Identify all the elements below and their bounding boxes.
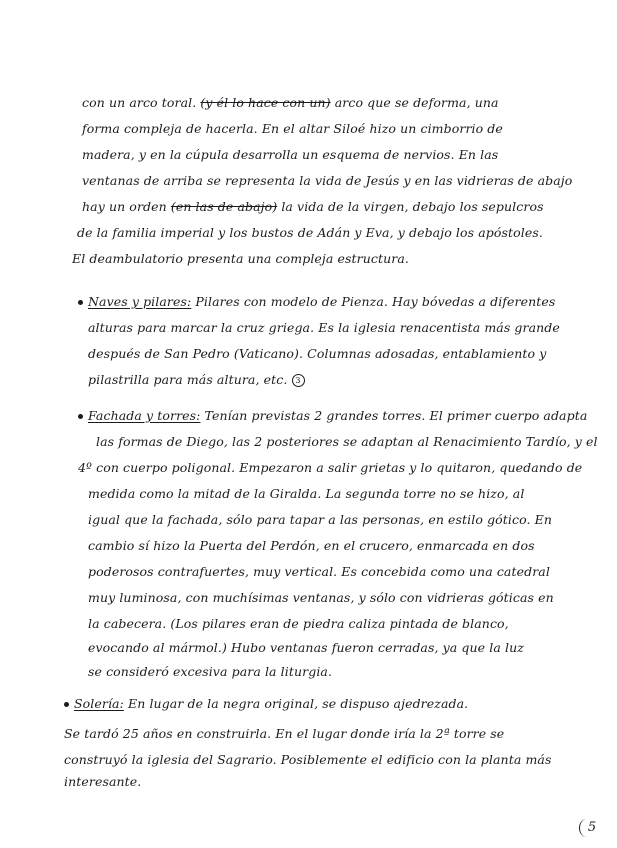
- text-line: [77, 225, 543, 241]
- text: cambio sí hizo la Puerta del Perdón, en el crucero, enmarcada en dos: [88, 538, 535, 553]
- text: 4º con cuerpo poligonal. Empezaron a salir grietas y lo quitaron, quedando de: [78, 460, 583, 475]
- text: la vida de la virgen, debajo los sepulcros: [277, 199, 544, 214]
- text-line: [64, 752, 551, 768]
- text-line: [82, 121, 503, 137]
- text: se consideró excesiva para la liturgia.: [88, 664, 333, 679]
- text: de la familia imperial y los bustos de Adán y Eva, y debajo los apóstoles.: [77, 225, 543, 240]
- text: hay un orden: [82, 199, 171, 214]
- circled-number: 3: [292, 374, 305, 387]
- section-heading: Naves y pilares:: [88, 294, 192, 309]
- text: la cabecera. (Los pilares eran de piedra caliza pintada de blanco,: [88, 616, 509, 631]
- text: construyó la iglesia del Sagrario. Posiblemente el edificio con la planta más: [64, 752, 552, 767]
- text: medida como la mitad de la Giralda. La segunda torre no se hizo, al: [88, 486, 525, 501]
- text-line: [88, 538, 535, 554]
- text: muy luminosa, con muchísimas ventanas, y sólo con vidrieras góticas en: [88, 590, 554, 605]
- text: ventanas de arriba se representa la vida de Jesús y en las vidrieras de abajo: [82, 173, 573, 188]
- bullet-icon: [64, 702, 69, 707]
- bullet-line: [78, 294, 555, 310]
- text-line: [82, 199, 544, 215]
- text: Tenían previstas 2 grandes torres. El primer cuerpo adapta: [200, 408, 588, 423]
- bullet-line: [78, 408, 587, 424]
- text: interesante.: [64, 774, 142, 789]
- text: pilastrilla para más altura, etc.: [88, 372, 292, 387]
- text: El deambulatorio presenta una compleja estructura.: [72, 251, 409, 266]
- text-line: [88, 486, 524, 502]
- text-line: [96, 434, 598, 450]
- text-line: [82, 147, 498, 163]
- bullet-line: [64, 696, 468, 712]
- text-line: [88, 512, 552, 528]
- text: evocando al mármol.) Hubo ventanas fueron cerradas, ya que la luz: [88, 640, 524, 655]
- text: las formas de Diego, las 2 posteriores se adaptan al Renacimiento Tardío, y el: [96, 434, 598, 449]
- text: alturas para marcar la cruz griega. Es la iglesia renacentista más grande: [88, 320, 560, 335]
- text-line: [88, 346, 546, 362]
- text: madera, y en la cúpula desarrolla un esquema de nervios. En las: [82, 147, 499, 162]
- section-heading: Solería:: [74, 696, 124, 711]
- strikethrough-text: (en las de abajo): [170, 199, 278, 214]
- text-line: [82, 173, 572, 189]
- text-line: [64, 726, 504, 742]
- text: Pilares con modelo de Pienza. Hay bóvedas a diferentes: [191, 294, 556, 309]
- page-number: 5: [582, 818, 602, 838]
- bullet-icon: [78, 414, 83, 419]
- text-line: [88, 664, 332, 680]
- text-line: [64, 774, 141, 790]
- text: Se tardó 25 años en construirla. En el lugar donde iría la 2ª torre se: [64, 726, 505, 741]
- text: con un arco toral.: [82, 95, 201, 110]
- text: después de San Pedro (Vaticano). Columnas adosadas, entablamiento y: [88, 346, 547, 361]
- strikethrough-text: (y él lo hace con un): [200, 95, 331, 110]
- text: En lugar de la negra original, se dispuso ajedrezada.: [123, 696, 469, 711]
- text: forma compleja de hacerla. En el altar Siloé hizo un cimborrio de: [82, 121, 503, 136]
- text: poderosos contrafuertes, muy vertical. Es concebida como una catedral: [88, 564, 550, 579]
- text-line: [88, 590, 554, 606]
- text-line: [88, 372, 305, 388]
- text: arco que se deforma, una: [330, 95, 499, 110]
- text-line: [88, 564, 550, 580]
- text-line: [88, 320, 560, 336]
- text: igual que la fachada, sólo para tapar a las personas, en estilo gótico. En: [88, 512, 553, 527]
- bullet-icon: [78, 300, 83, 305]
- section-heading: Fachada y torres:: [88, 408, 201, 423]
- text-line: [72, 251, 409, 267]
- text-line: [88, 640, 524, 656]
- text-line: [82, 95, 499, 111]
- text-line: [88, 616, 509, 632]
- text-line: [78, 460, 582, 476]
